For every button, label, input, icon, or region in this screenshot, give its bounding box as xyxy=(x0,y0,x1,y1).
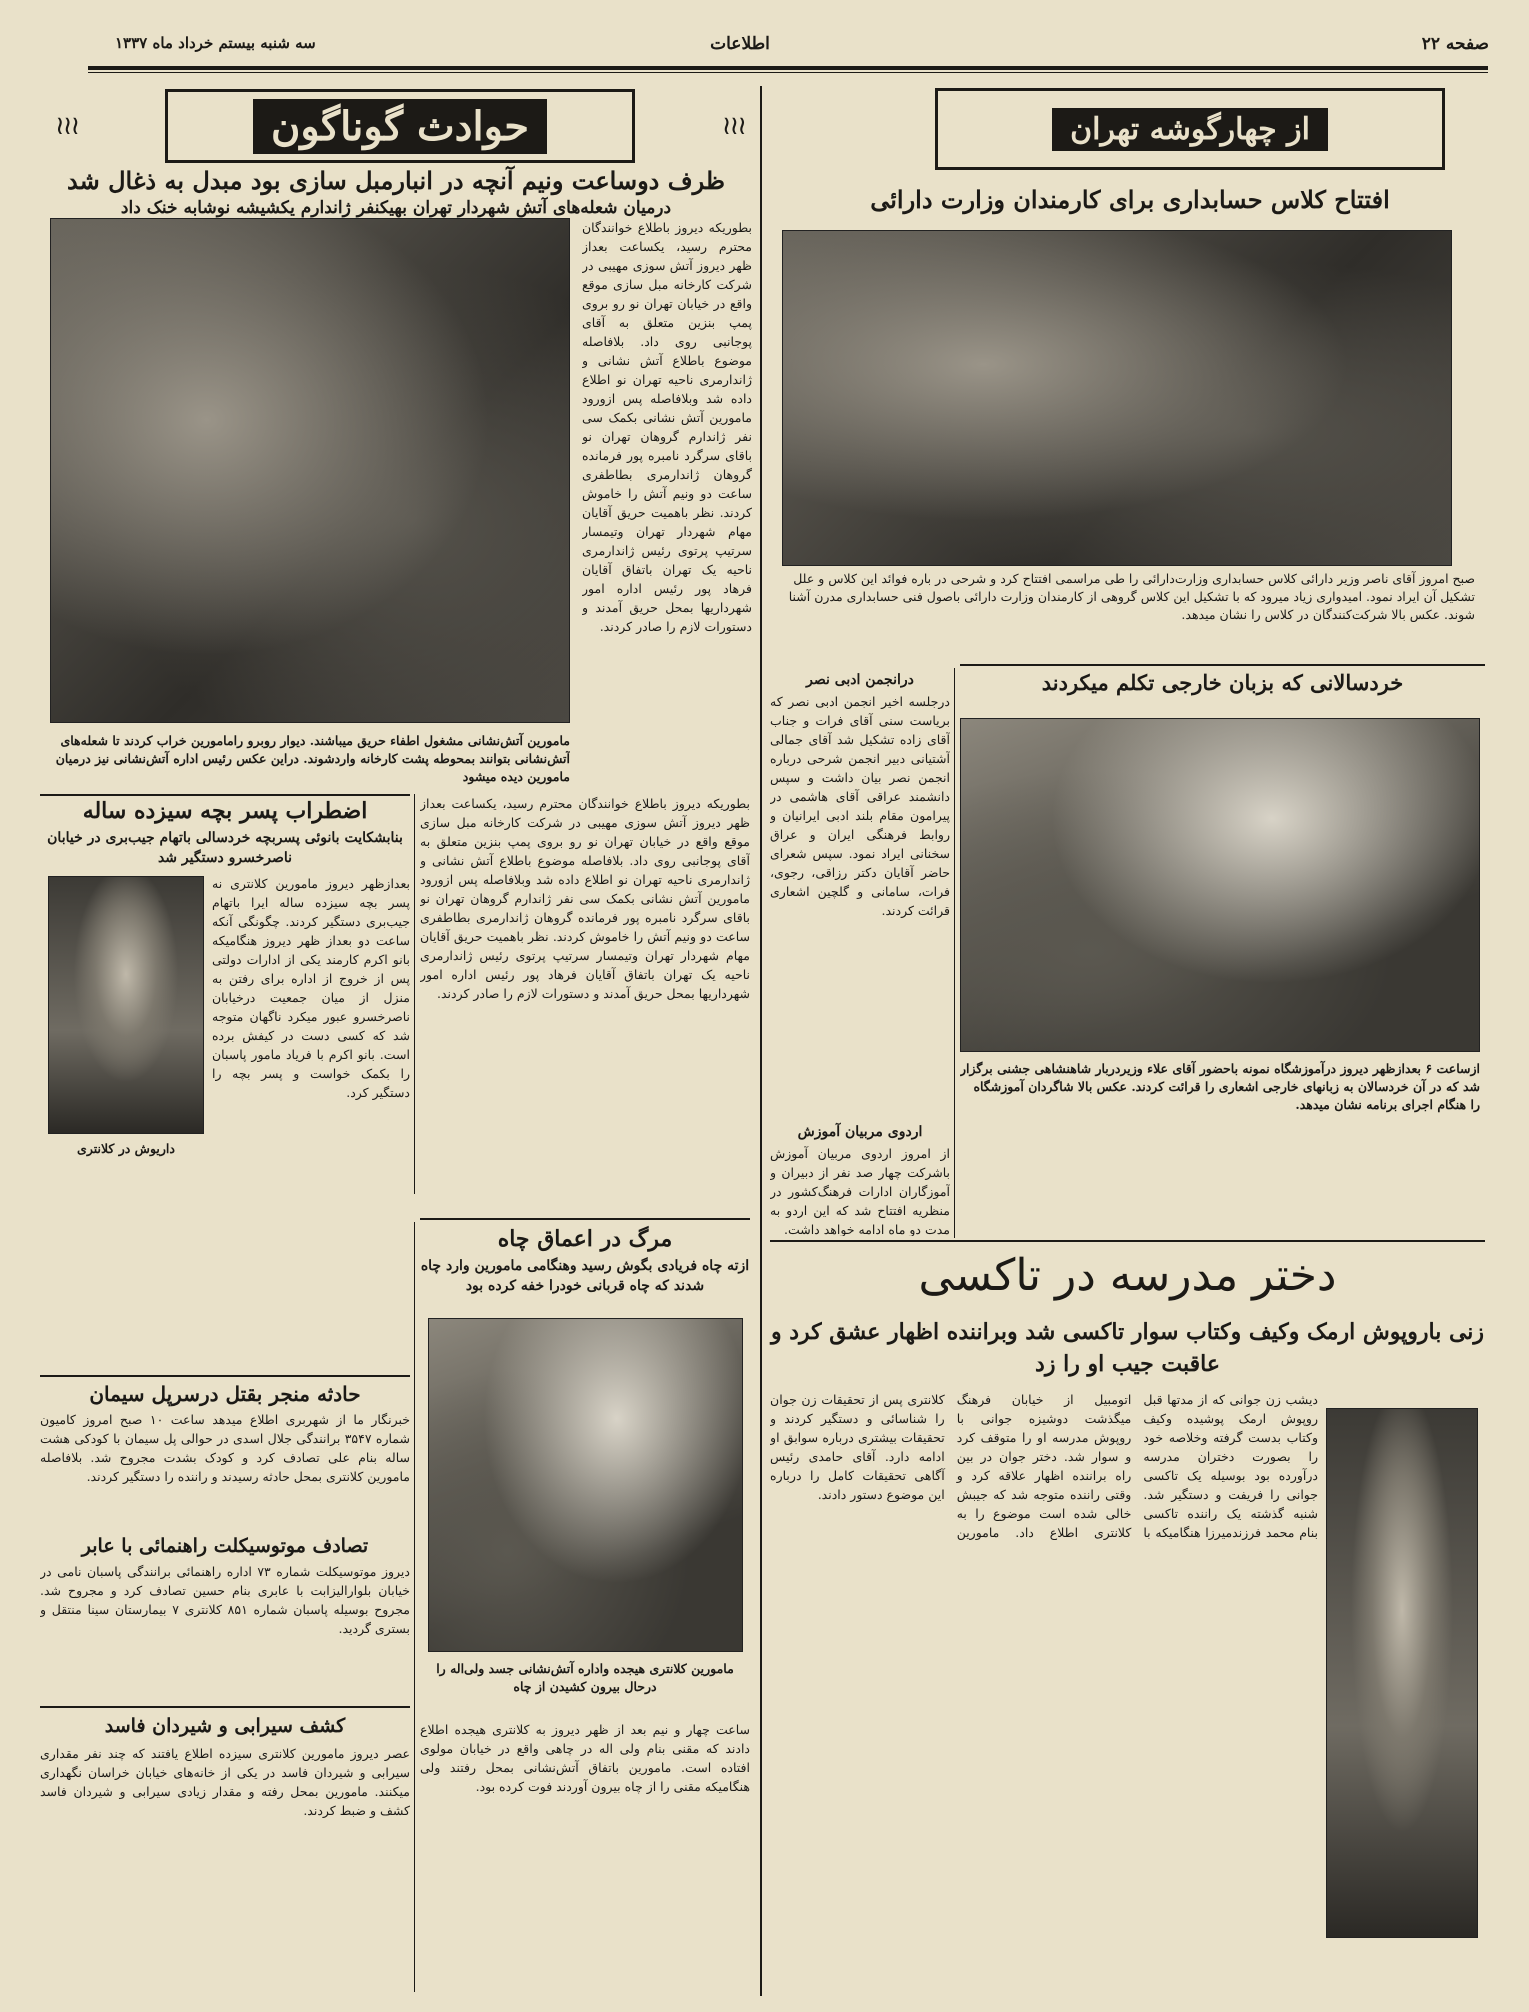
column-rule xyxy=(414,794,415,1194)
paper-name: اطلاعات xyxy=(710,34,770,54)
education-body: از امروز اردوی مربیان آموزش باشرکت چهار صد نفر از دبیران و آموزگاران ادارات فرهنگ‌کشور در منظریه افتتاح شد که این اردو به مدت دو ماه ادامه خواهد داشت. xyxy=(770,1146,950,1236)
section-title: حوادث گوناگون xyxy=(253,99,547,154)
elders-photo xyxy=(960,718,1480,1052)
smuggling-body: عصر دیروز مامورین کلانتری سیزده اطلاع یافتند که چند نفر مقداری سیرابی و شیردان فاسد در یکی از خانه‌های خیابان خراسان نگهداری میکنند. مامورین بمحل رفته و مقدار زیادی سیرابی و شیردان فاسد کشف و ضبط کردند. xyxy=(40,1746,410,1818)
taxi-subheadline: زنی باروپوش ارمک وکیف وکتاب سوار تاکسی شد وبراننده اظهار عشق کرد و عاقبت جیب او را زد xyxy=(770,1319,1485,1377)
accounting-headline: افتتاح کلاس حسابداری برای کارمندان وزارت دارائی xyxy=(870,185,1390,214)
boy-photo xyxy=(48,876,204,1134)
column-rule xyxy=(414,1222,415,1992)
elders-caption: ازساعت ۶ بعدازظهر دیروز درآموزشگاه نمونه باحضور آقای علاء وزیردربار شاهنشاهی جشنی برگزار شد که در آن خردسالان به زبانهای خارجی اشعاری را قرائت کردند. عکس بالا شاگردان آموزشگاه را هنگام اجرای برنامه نشان میدهد. xyxy=(960,1061,1480,1112)
smuggling-headline: کشف سیرابی و شیردان فاسد xyxy=(104,1715,346,1737)
literary-headline: درانجمن ادبی نصر xyxy=(806,672,914,688)
divider xyxy=(960,664,1485,666)
taxi-headline: دختر مدرسه در تاکسی xyxy=(918,1250,1337,1301)
ornament-icon: ≀≀≀ xyxy=(721,111,745,141)
elders-headline: خردسالانی که بزبان خارجی تکلم میکردند xyxy=(1041,670,1404,695)
fire-body-continued: بطوریکه دیروز باطلاع خوانندگان محترم رسید، یکساعت بعداز ظهر دیروز آتش سوزی مهیبی در شرکت کارخانه مبل سازی موقع واقع در خیابان تهران نو رو بروی پمپ بنزین متعلق به آقای پوجانبی روی داد. بلافاصله موضوع باطلاع آتش نشانی و ژاندارمری ناحیه تهران نو اطلاع داده شد وبلافاصله پس ازورود مامورین آتش نشانی بکمک سی نفر ژاندارم گروهان تهران نو باقای سرگرد نامبره پور فرمانده گروهان ژاندارمری بطاطفری ساعت دو ونیم آتش را خاموش کردند. نظر باهمیت حریق آقایان مهام شهردار تهران وتیمسار سرتیپ پرتوی رئیس ژاندارمری ناحیه یک تهران باتفاق آقایان فرهاد پور رئیس اداره امور شهرداریها بمحل حریق آمدند و دستورات لازم را صادر کردند. xyxy=(420,796,750,1001)
masthead-rule xyxy=(88,66,1488,70)
divider xyxy=(40,1706,410,1708)
well-headline: مرگ در اعماق چاه xyxy=(497,1226,673,1252)
well-caption: مامورین کلانتری هیجده واداره آتش‌نشانی جسد ولی‌اله را درحال بیرون کشیدن از چاه xyxy=(436,1661,734,1694)
education-headline: اردوی مربیان آموزش xyxy=(797,1124,923,1140)
accounting-caption: صبح امروز آقای ناصر وزیر دارائی کلاس حسابداری وزارت‌دارائی را طی مراسمی افتتاح کرد و شرحی در باره فوائد این کلاس و علل تشکیل آن ایراد نمود. امیدواری زیاد میرود که با تشکیل این کلاس گروهی از کارمندان وزارت دارائی باصول فنی حسابداری مدرن آشنا شوند. عکس بالا شرکت‌کنندگان در کلاس را نشان میدهد. xyxy=(788,571,1475,622)
cement-headline: حادثه منجر بقتل درسرپل سیمان xyxy=(89,1382,361,1406)
section-title-box-right xyxy=(935,88,1445,170)
boy-subheadline: بنابشکایت بانوئی پسربچه خردسالی باتهام جیب‌بری در خیابان ناصرخسرو دستگیر شد xyxy=(47,830,403,866)
well-photo xyxy=(428,1318,743,1652)
section-banner-left xyxy=(55,84,745,168)
fire-headline: ظرف دوساعت ونیم آنچه در انبارمبل سازی بود مبدل به ذغال شد xyxy=(67,166,725,195)
divider xyxy=(40,1375,410,1377)
fire-body: بطوریکه دیروز باطلاع خوانندگان محترم رسید، یکساعت بعداز ظهر دیروز آتش سوزی مهیبی در شرکت کارخانه مبل سازی موقع واقع در خیابان تهران نو رو بروی پمپ بنزین متعلق به آقای پوجانبی روی داد. بلافاصله موضوع باطلاع آتش نشانی و ژاندارمری ناحیه تهران نو اطلاع داده شد وبلافاصله پس ازورود مامورین آتش نشانی بکمک سی نفر ژاندارم گروهان تهران نو باقای سرگرد نامبره پور فرمانده گروهان ژاندارمری بطاطفری ساعت دو ونیم آتش را خاموش کردند. نظر باهمیت حریق آقایان مهام شهردار تهران وتیمسار سرتیپ پرتوی رئیس ژاندارمری ناحیه یک تهران باتفاق آقایان فرهاد پور رئیس اداره امور شهرداریها بمحل حریق آمدند و دستورات لازم را صادر کردند. xyxy=(582,220,752,634)
boy-body: بعدازظهر دیروز مامورین کلانتری نه پسر بچه سیزده ساله ایرا باتهام جیب‌بری دستگیر کردند. چگونگی آنکه ساعت دو بعداز ظهر دیروز هنگامیکه بانو اکرم کارمند یکی از ادارات دولتی پس از خروج از اداره برای رفتن به منزل از میان جمعیت درخیابان ناصرخسرو عبور میکرد ناگهان متوجه شد که کسی دست در کیفش برده است. بانو اکرم با فریاد مامور پاسبان را بکمک خواست و پسر بچه را دستگیر کرد. xyxy=(212,876,410,1100)
column-rule xyxy=(954,668,955,1238)
divider xyxy=(770,1240,1485,1242)
literary-body: درجلسه اخیر انجمن ادبی نصر که بریاست سنی آقای فرات و جناب آقای زاده تشکیل شد آقای جمالی آشتیانی دبیر انجمن شرحی درباره انجمن نصر بیان داشت و سپس دانشمند عراقی آقای هاشمی در پیرامون مقام بلند ادبی ایرانیان و روابط فرهنگی ایران و عراق سخنانی ایراد نمود. سپس شعرای حاضر آقایان دکتر رزاقی، رجوی، فرات، سامانی و گلچین اشعاری قرائت کردند. xyxy=(770,694,950,918)
moto-body: دیروز موتوسیکلت شماره ۷۳ اداره راهنمائی برانندگی پاسبان نامی در خیابان بلوارالیزابت با عابری بنام حسین تصادف کرد و مجروح شد. مجروح بوسیله پاسبان شماره ۸۵۱ کلانتری ۷ بیمارستان سینا منتقل و بستری گردید. xyxy=(40,1564,410,1636)
accounting-photo xyxy=(782,230,1452,566)
page-number: صفحه ۲۲ xyxy=(1421,34,1489,54)
ornament-icon: ≀≀≀ xyxy=(55,111,79,141)
section-title-right: از چهارگوشه تهران xyxy=(1052,108,1328,151)
fire-photo xyxy=(50,218,570,723)
boy-photo-caption: داریوش در کلانتری xyxy=(77,1141,175,1156)
fire-subheadline: درمیان شعله‌های آتش شهردار تهران بهیکنفر ژاندارم یکشیشه نوشابه خنک داد xyxy=(120,198,672,218)
masthead-rule-thin xyxy=(88,72,1488,73)
well-body: ساعت چهار و نیم بعد از ظهر دیروز به کلانتری هیجده اطلاع دادند که مقنی بنام ولی اله در چاهی واقع در خیابان مولوی افتاده است. مامورین باتفاق آتش‌نشانی بمحل رفتند ولی هنگامیکه مقنی را از چاه بیرون آوردند فوت کرده بود. xyxy=(420,1722,750,1794)
cement-body: خبرنگار ما از شهربری اطلاع میدهد ساعت ۱۰ صبح امروز کامیون شماره ۳۵۴۷ برانندگی جلال اسدی در حوالی پل سیمان با کودکی هشت ساله بنام علی تصادف کرد و کودک بشدت مجروح شد. بلافاصله مامورین کلانتری بمحل حادثه رسیدند و راننده را دستگیر کردند. xyxy=(40,1412,410,1484)
divider xyxy=(420,1218,750,1220)
issue-date: سه شنبه بیستم خرداد ماه ۱۳۳۷ xyxy=(115,34,316,52)
moto-headline: تصادف موتوسیکلت راهنمائی با عابر xyxy=(81,1535,369,1557)
taxi-body: دیشب زن جوانی که از مدتها قبل روپوش ارمک پوشیده وکیف وکتاب بدست گرفته وخلاصه خود را بصورت دختران مدرسه درآورده بود بوسیله یک تاکسی جوانی را فریفت و دستگیر شد. شنبه گذشته یک راننده تاکسی بنام محمد فرزندمیرزا هنگامیکه با اتومبیل از خیابان فرهنگ میگذشت دوشیزه جوانی با روپوش مدرسه او را متوقف کرد و سوار شد. دختر جوان در بین راه براننده اظهار علاقه کرد و وقتی راننده متوجه شد که جیبش خالی شده است موضوع را به کلانتری اطلاع داد. مامورین کلانتری پس از تحقیقات زن جوان را شناسائی و دستگیر کردند و تحقیقات بیشتری درباره سوابق او ادامه دارد. آقای حامدی رئیس آگاهی تحقیقات کامل را درباره این موضوع دستور دادند. xyxy=(770,1392,1318,1540)
column-rule xyxy=(760,86,762,1996)
well-subheadline: ازته چاه فریادی بگوش رسید وهنگامی مامورین وارد چاه شدند که چاه قربانی خودرا خفه کرده بود xyxy=(420,1258,750,1294)
taxi-photo xyxy=(1326,1408,1478,1938)
section-title-box xyxy=(165,89,635,163)
boy-headline: اضطراب پسر بچه سیزده ساله xyxy=(82,798,368,824)
fire-caption: مامورین آتش‌نشانی مشغول اطفاء حریق میباشند. دیوار روبرو رامامورین خراب کردند تا شعله‌های آتش‌نشانی بتوانند بمحوطه پشت کارخانه واردشوند. دراین عکس رئیس اداره آتش‌نشانی نیز درمیان مامورین دیده میشود xyxy=(55,733,570,784)
